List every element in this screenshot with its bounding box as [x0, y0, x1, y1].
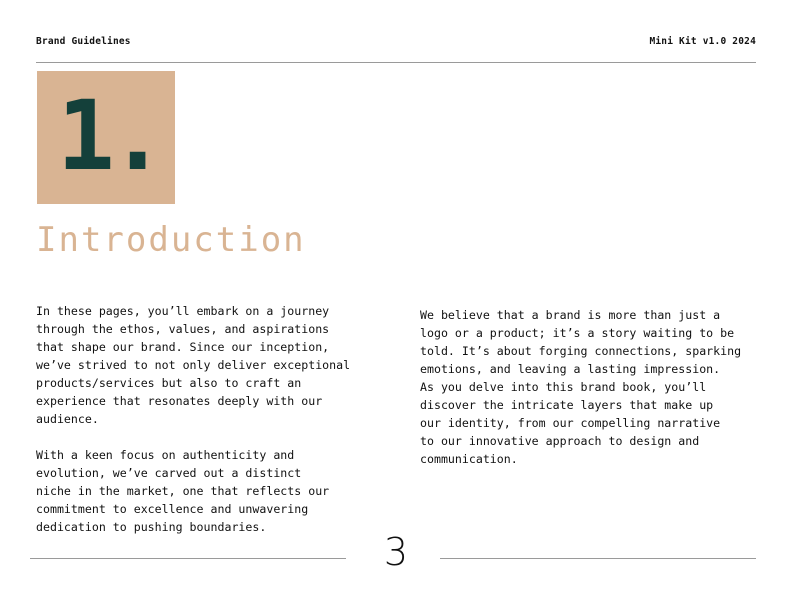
paragraph-focus	[36, 428, 376, 554]
section-number-block	[37, 71, 175, 204]
paragraph-belief	[420, 288, 760, 486]
paragraph-intro	[36, 284, 376, 446]
header-brand-guidelines: Brand Guidelines	[36, 36, 131, 47]
header-version: Mini Kit v1.0 2024	[649, 36, 756, 47]
section-number: 1.	[57, 80, 161, 192]
paragraph-text: With a keen focus on authenticity and evolution, we’ve carved out a distinct niche in the market, one that reflects our commitment to excellence and unwavering dedication to pushing boundaries.	[36, 448, 330, 534]
footer-divider-right	[440, 558, 756, 559]
page-number: 3	[383, 530, 409, 574]
paragraph-text: In these pages, you’ll embark on a journey through the ethos, values, and aspirations that shape our brand. Since our inception, we’ve strived to not only deliver exceptional products/services but also to craft an experience that resonates deeply with our audience.	[36, 304, 351, 426]
paragraph-text: We believe that a brand is more than just a logo or a product; it’s a story waiting to be told. It’s about forging connections, sparking emotions, and leaving a lasting impression. As you delve into this brand book, you’ll discover the intricate layers that make up our identity, from our compelling narrative to our innovative approach to design and communication.	[420, 308, 742, 466]
header-divider	[36, 62, 756, 63]
footer-divider-left	[30, 558, 346, 559]
section-title: Introduction	[36, 220, 306, 260]
